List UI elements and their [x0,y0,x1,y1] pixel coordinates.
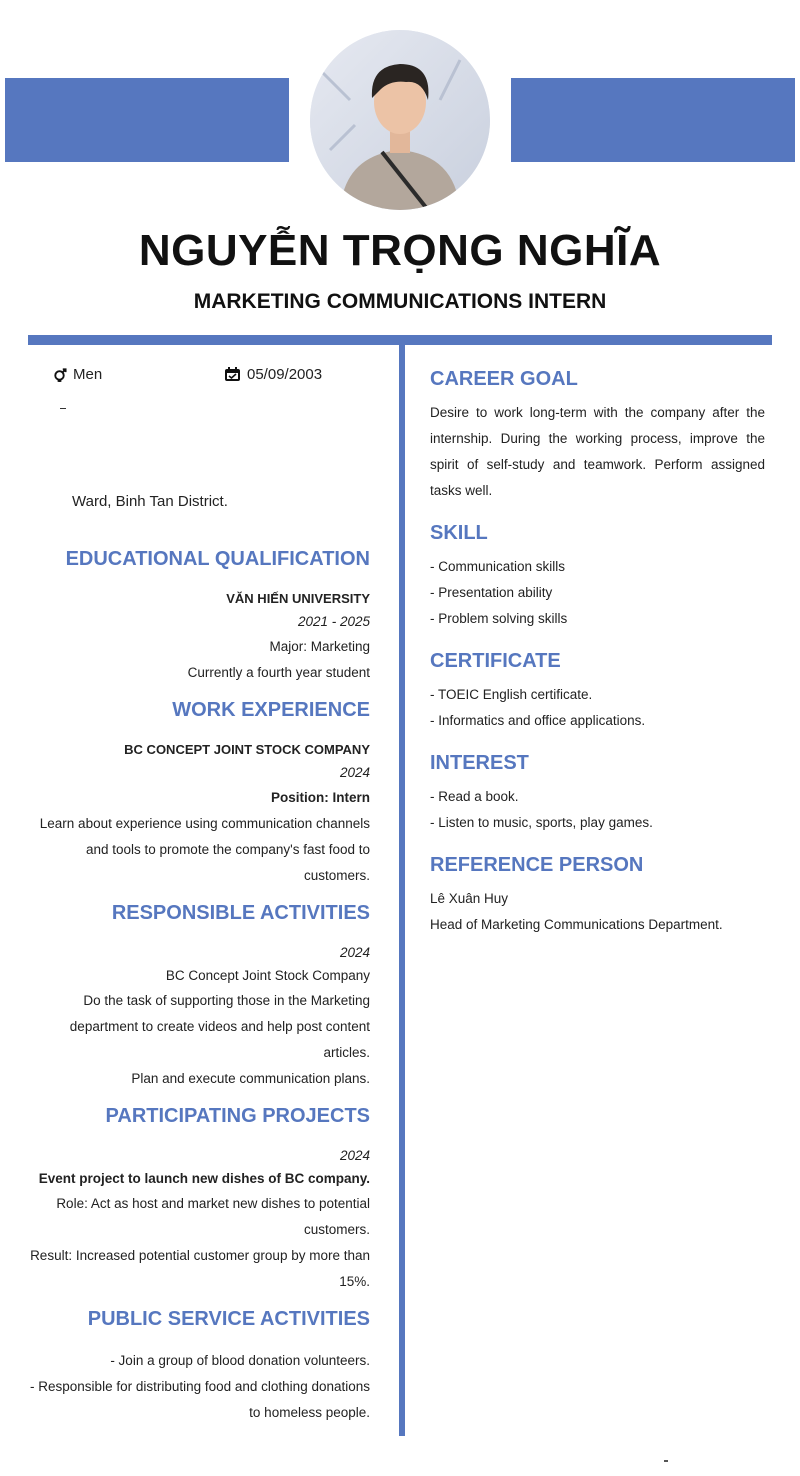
address-marker [60,408,66,409]
education-school: VĂN HIẾN UNIVERSITY [226,591,370,606]
responsible-task-2: Plan and execute communication plans. [131,1071,370,1086]
interest-item: - Listen to music, sports, play games. [430,815,653,830]
responsible-year: 2024 [339,945,370,960]
education-status: Currently a fourth year student [187,665,370,680]
career-goal-text: Desire to work long-term with the company after the internship. During the working process, improve the spirit of self-study and teamwork. Perform assigned tasks well. [430,405,765,498]
work-year: 2024 [339,765,370,780]
avatar [310,30,490,210]
page-mark [664,1460,668,1462]
skill-item: - Communication skills [430,559,566,574]
interest-title: INTEREST [430,752,529,774]
education-title: EDUCATIONAL QUALIFICATION [65,548,370,570]
reference-title: REFERENCE PERSON [430,854,644,876]
work-position: Position: Intern [271,790,370,805]
gender-info [52,366,102,383]
work-title: WORK EXPERIENCE [172,699,370,721]
header-band-right [511,78,795,162]
reference-position: Head of Marketing Communications Department. [430,917,723,932]
gender-icon [52,367,67,382]
dob-info [224,366,322,383]
candidate-name: NGUYỄN TRỌNG NGHĨA [138,226,662,275]
responsible-company: BC Concept Joint Stock Company [165,968,370,983]
reference-name: Lê Xuân Huy [430,891,509,906]
header-band-left [5,78,289,162]
education-major: Major: Marketing [269,639,370,654]
skill-title: SKILL [430,522,488,544]
gender-value: Men [73,366,103,383]
projects-role: Role: Act as host and market new dishes to potential customers. [56,1196,370,1237]
responsible-task-1: Do the task of supporting those in the Marketing department to create videos and help post content articles. [69,993,370,1060]
education-section [30,548,370,571]
calendar-icon [224,367,241,382]
projects-result: Result: Increased potential customer group by more than 15%. [30,1248,370,1289]
dob-value: 05/09/2003 [247,366,323,383]
public-service-item-1: - Join a group of blood donation volunteers. [110,1353,370,1368]
address-value: Ward, Binh Tan District. [72,493,228,510]
work-description: Learn about experience using communication channels and tools to promote the company's fast food to customers. [39,816,370,883]
public-service-item-2: - Responsible for distributing food and clothing donations to homeless people. [30,1379,370,1420]
work-company: BC CONCEPT JOINT STOCK COMPANY [124,742,370,757]
certificate-item: - Informatics and office applications. [430,713,646,728]
skill-item: - Presentation ability [430,585,553,600]
certificate-title: CERTIFICATE [430,650,561,672]
projects-title: PARTICIPATING PROJECTS [105,1105,370,1127]
education-years: 2021 - 2025 [297,614,370,629]
projects-year: 2024 [339,1148,370,1163]
interest-item: - Read a book. [430,789,519,804]
career-goal-title: CAREER GOAL [430,368,578,390]
candidate-title: MARKETING COMMUNICATIONS INTERN [193,290,607,313]
projects-name: Event project to launch new dishes of BC company. [38,1171,370,1186]
skill-item: - Problem solving skills [430,611,568,626]
vertical-divider [399,345,405,1436]
horizontal-divider [28,335,772,345]
certificate-item: - TOEIC English certificate. [430,687,593,702]
responsible-title: RESPONSIBLE ACTIVITIES [111,902,370,924]
public-service-title: PUBLIC SERVICE ACTIVITIES [87,1308,370,1330]
